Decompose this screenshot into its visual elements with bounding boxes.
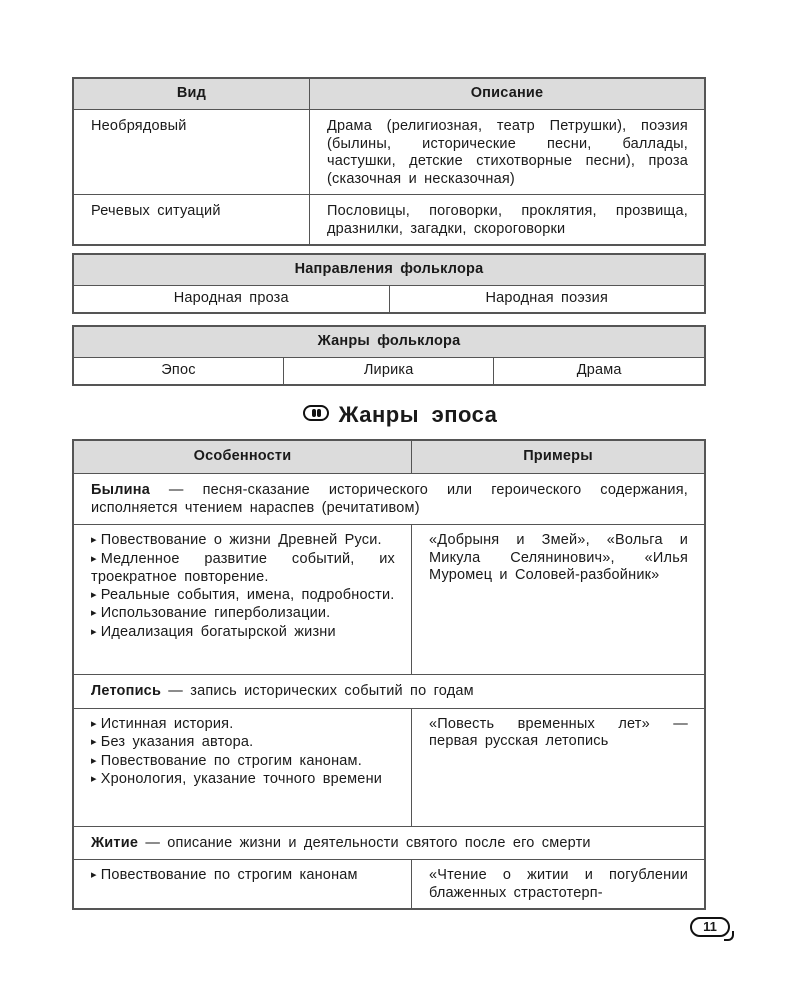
table-row (73, 110, 705, 195)
epic-genres-table (72, 439, 706, 910)
page-number: 11 (690, 917, 730, 937)
feature-item: ▸ Повествование о жизни Древней Руси. (91, 532, 395, 551)
genre-drama: Драма (494, 358, 705, 386)
genre-definition-text: — песня-сказание исторического или героического содержания, исполняется чтением нараспев (речитативом) (91, 482, 688, 516)
feature-item: ▸ Повествование по строгим канонам. (91, 753, 395, 772)
examples-cell: «Повесть временных лет» — первая русская летопись (412, 708, 706, 826)
genre-details-row (73, 860, 705, 910)
column-header-description: Описание (310, 78, 706, 110)
genre-definition-row (73, 675, 705, 709)
description-cell: Драма (религиозная, театр Петрушки), поэзия (былины, исторические песни, баллады, частушки, детские стихотворные песни), проза (сказочная и несказочная) (310, 110, 706, 195)
genre-epos: Эпос (73, 358, 283, 386)
genre-definition (73, 474, 705, 525)
genre-details-row (73, 525, 705, 675)
genre-definition-text: — описание жизни и деятельности святого после его смерти (138, 834, 591, 851)
genre-definition-row (73, 474, 705, 525)
type-cell: Речевых ситуаций (73, 195, 310, 246)
genre-details-row (73, 708, 705, 826)
column-header-type: Вид (73, 78, 310, 110)
genre-lyrics: Лирика (283, 358, 493, 386)
type-cell: Необрядовый (73, 110, 310, 195)
feature-item: ▸ Медленное развитие событий, их троекратное повторение. (91, 551, 395, 587)
feature-item: ▸ Идеализация богатырской жизни (91, 624, 395, 643)
section-title (0, 402, 800, 428)
folklore-genres-table (72, 325, 706, 386)
pause-badge-icon (303, 405, 329, 421)
direction-poetry: Народная поэзия (389, 286, 705, 314)
genre-name: Житие (91, 834, 139, 851)
section-title-text: Жанры эпоса (338, 402, 498, 427)
folklore-directions-table (72, 253, 706, 314)
genre-name: Былина (91, 482, 150, 498)
description-cell: Пословицы, поговорки, проклятия, прозвища, дразнилки, загадки, скороговорки (310, 195, 706, 246)
genre-definition (73, 675, 705, 709)
genre-definition (73, 826, 705, 860)
genres-title: Жанры фольклора (73, 326, 705, 358)
genre-definition-text: — запись исторических событий по годам (161, 683, 474, 699)
genre-name: Летопись (91, 683, 162, 699)
feature-item: ▸ Повествование по строгим канонам (91, 867, 395, 886)
feature-item: ▸ Использование гиперболизации. (91, 605, 395, 624)
table-row (73, 195, 705, 246)
features-cell (73, 860, 412, 910)
genre-definition-row (73, 826, 705, 860)
features-cell (73, 708, 412, 826)
feature-item: ▸ Реальные события, имена, подробности. (91, 587, 395, 606)
examples-cell: «Добрыня и Змей», «Вольга и Микула Селянинович», «Илья Муромец и Соловей-разбойник» (412, 525, 706, 675)
feature-item: ▸ Истинная история. (91, 716, 395, 735)
directions-title: Направления фольклора (73, 254, 705, 286)
direction-prose: Народная проза (73, 286, 389, 314)
folklore-types-table (72, 77, 706, 246)
column-header-examples: Примеры (412, 440, 706, 474)
feature-item: ▸ Хронология, указание точного времени (91, 771, 395, 790)
features-cell (73, 525, 412, 675)
column-header-features: Особенности (73, 440, 412, 474)
feature-item: ▸ Без указания автора. (91, 734, 395, 753)
examples-cell: «Чтение о житии и погублении блаженных страстотерп- (412, 860, 706, 910)
